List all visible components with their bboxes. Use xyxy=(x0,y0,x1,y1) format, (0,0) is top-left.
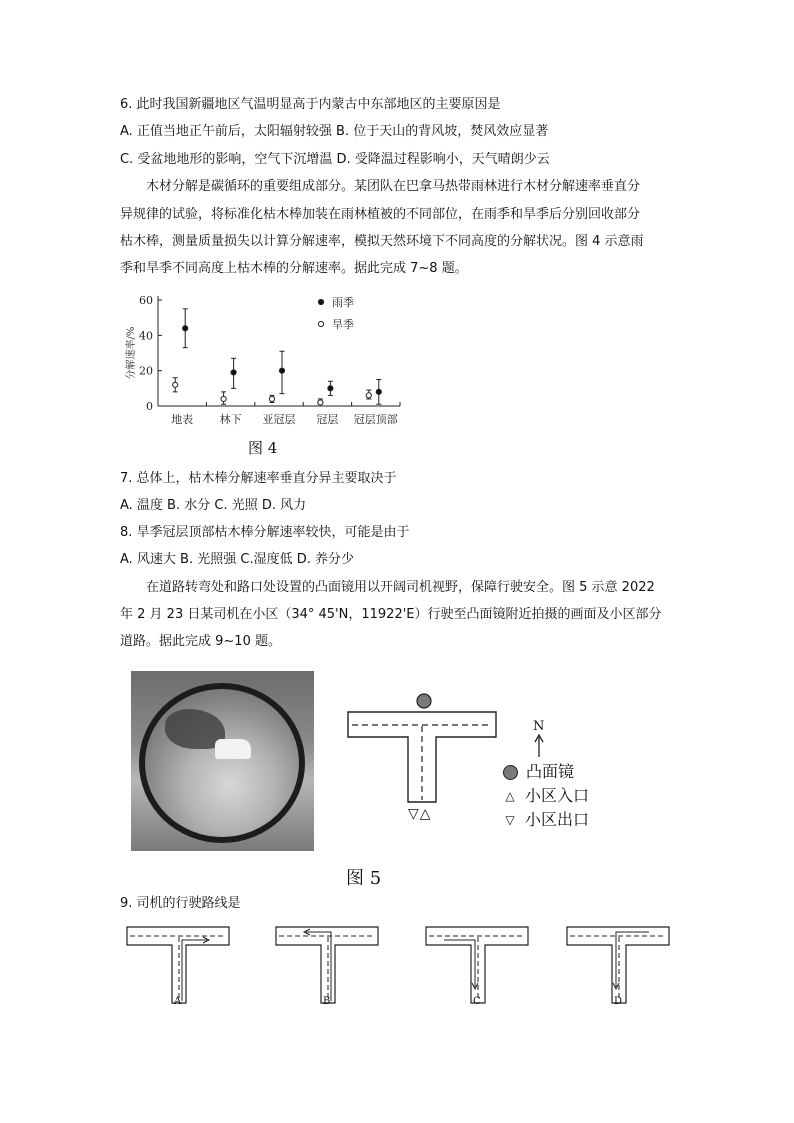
q8-options: A. 风速大 B. 光照强 C.湿度低 D. 养分少 xyxy=(120,552,354,567)
rainy-season-point xyxy=(279,368,284,373)
legend-label: 雨季 xyxy=(332,296,354,309)
passage-mirror-line1: 在道路转弯处和路口处设置的凸面镜用以开阔司机视野，保障行驶安全。图 5 示意 2022 xyxy=(146,580,655,595)
route-option-a xyxy=(125,925,233,1007)
rainy-season-point xyxy=(231,370,236,375)
passage-wood-line3: 枯木棒，测量质量损失以计算分解速率，模拟天然环境下不同高度的分解状况。图 4 示意雨 xyxy=(120,234,644,249)
north-label: N xyxy=(533,719,545,734)
legend-marker xyxy=(318,299,323,304)
route-label-d: D xyxy=(614,996,623,1007)
dry-season-point xyxy=(318,400,323,405)
y-tick-label: 20 xyxy=(139,364,153,378)
rainy-season-point xyxy=(183,326,188,331)
y-axis-label: 分解速率/% xyxy=(126,326,137,380)
x-tick-label: 冠层顶部 xyxy=(353,413,398,426)
rainy-season-point xyxy=(328,386,333,391)
q6-options-cd: C. 受盆地地形的影响，空气下沉增温 D. 受降温过程影响小，天气晴朗少云 xyxy=(120,152,550,167)
figure4-caption: 图 4 xyxy=(248,439,278,457)
passage-wood-line4: 季和旱季不同高度上枯木棒的分解速率。据此完成 7~8 题。 xyxy=(120,261,468,276)
route-label-a: A xyxy=(174,996,182,1007)
q6-stem: 6. 此时我国新疆地区气温明显高于内蒙古中东部地区的主要原因是 xyxy=(120,97,501,112)
y-tick-label: 40 xyxy=(139,329,153,343)
route-label-c: C xyxy=(473,996,481,1007)
legend-mirror-label: 凸面镜 xyxy=(526,762,575,781)
legend-item-mirror xyxy=(503,760,589,784)
q6-options-ab: A. 正值当地正午前后，太阳辐射较强 B. 位于天山的背风坡，焚风效应显著 xyxy=(120,124,549,139)
legend-item-exit xyxy=(503,808,589,832)
legend-entrance-icon: △ xyxy=(505,789,515,803)
legend-entrance-label: 小区入口 xyxy=(525,786,590,805)
convex-mirror-image xyxy=(139,683,305,843)
x-tick-label: 林下 xyxy=(219,413,242,426)
convex-mirror-photo xyxy=(131,671,314,851)
route-option-d xyxy=(565,925,673,1007)
legend-marker xyxy=(318,321,323,326)
route-option-c xyxy=(424,925,532,1007)
map-gate-symbols: ▽△ xyxy=(408,806,432,822)
x-tick-label: 冠层 xyxy=(316,413,339,426)
dry-season-point xyxy=(173,382,178,387)
legend-label: 旱季 xyxy=(332,318,354,331)
x-tick-label: 亚冠层 xyxy=(262,413,296,426)
q7-stem: 7. 总体上，枯木棒分解速率垂直分异主要取决于 xyxy=(120,471,397,486)
legend-exit-icon: ▽ xyxy=(505,813,515,827)
mirror-car-reflection xyxy=(215,739,251,759)
passage-wood-line2: 异规律的试验，将标准化枯木棒加装在雨林植被的不同部位，在雨季和旱季后分别回收部分 xyxy=(120,207,641,222)
route-label-b: B xyxy=(323,996,331,1007)
legend-exit-label: 小区出口 xyxy=(525,810,590,829)
dry-season-point xyxy=(221,396,226,401)
north-arrow-icon xyxy=(533,734,545,758)
x-tick-label: 地表 xyxy=(171,413,194,426)
q8-stem: 8. 旱季冠层顶部枯木棒分解速率较快，可能是由于 xyxy=(120,525,410,540)
legend-item-entrance xyxy=(503,784,589,808)
passage-mirror-line3: 道路。据此完成 9~10 题。 xyxy=(120,634,281,649)
y-tick-label: 0 xyxy=(146,400,153,413)
q7-options: A. 温度 B. 水分 C. 光照 D. 风力 xyxy=(120,498,307,513)
route-option-b xyxy=(274,925,382,1007)
figure4-chart xyxy=(118,290,408,432)
y-tick-label: 60 xyxy=(139,294,153,307)
q9-stem: 9. 司机的行驶路线是 xyxy=(120,896,241,911)
dry-season-point xyxy=(366,393,371,398)
legend-mirror-icon xyxy=(503,765,518,780)
figure5-caption: 图 5 xyxy=(346,868,382,889)
passage-mirror-line2: 年 2 月 23 日某司机在小区（34° 45'N，11922'E）行驶至凸面镜附近拍摄的画面及小区部分 xyxy=(120,607,662,622)
map-mirror-dot xyxy=(417,694,431,708)
rainy-season-point xyxy=(376,389,381,394)
dry-season-point xyxy=(269,396,274,401)
passage-wood-line1: 木材分解是碳循环的重要组成部分。某团队在巴拿马热带雨林进行木材分解速率垂直分 xyxy=(146,179,641,194)
figure5-legend xyxy=(503,760,589,832)
